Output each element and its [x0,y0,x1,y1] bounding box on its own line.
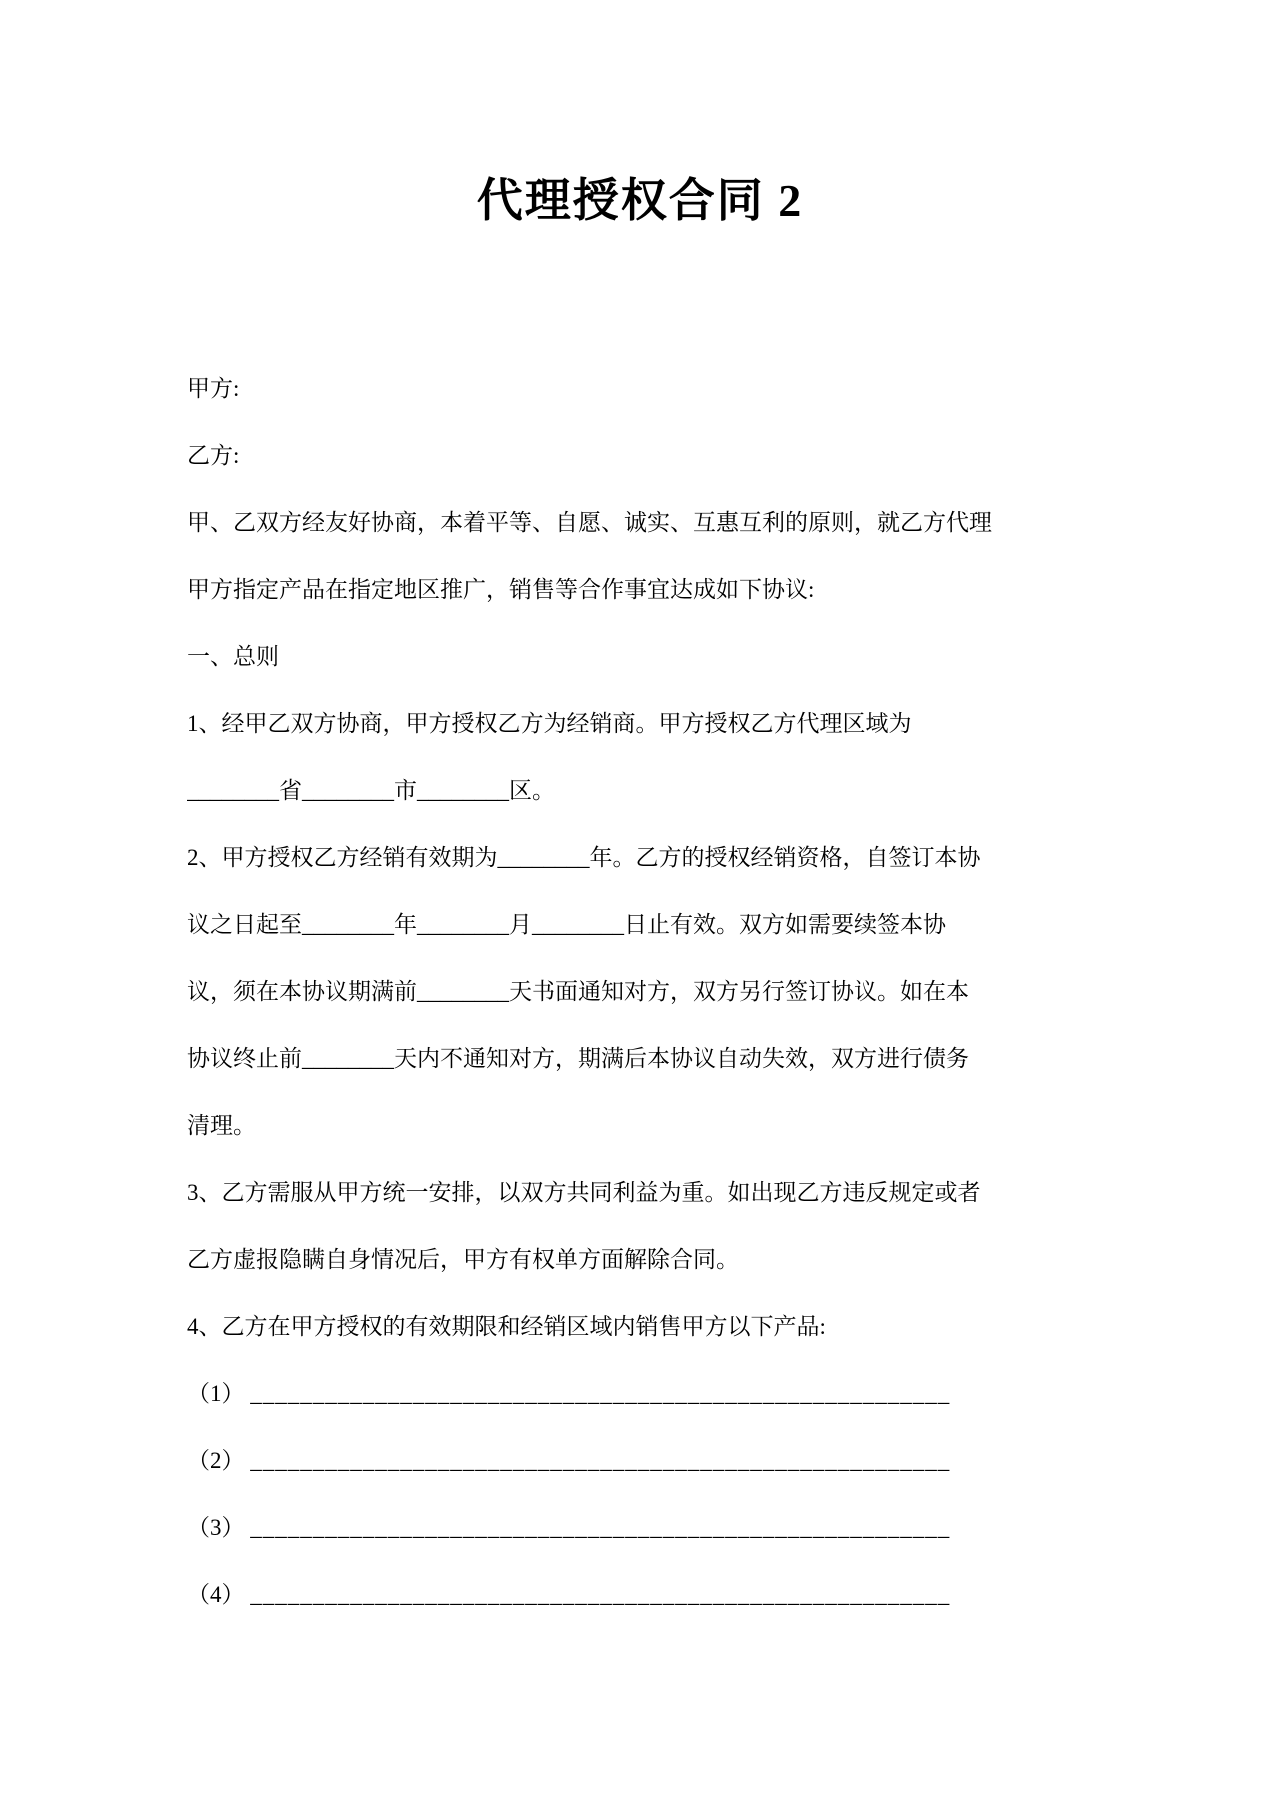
clause-3-line-2: 乙方虚报隐瞒自身情况后，甲方有权单方面解除合同。 [187,1247,739,1272]
product-item-label: （4） [187,1582,245,1607]
clause-1-line-1: 1、经甲乙双方协商，甲方授权乙方为经销商。甲方授权乙方代理区域为 [187,711,912,736]
clause-3-line-1: 3、乙方需服从甲方统一安排，以双方共同利益为重。如出现乙方违反规定或者 [187,1180,981,1205]
clause-2-line-1: 2、甲方授权乙方经销有效期为________年。乙方的授权经销资格，自签订本协 [187,845,981,870]
product-item-fill-in-blank: ________________________________________________________ [250,1381,951,1406]
product-item [187,1561,1160,1628]
document-title: 代理授权合同 2 [476,175,804,226]
product-item [187,1360,1160,1427]
party-b-line: 乙方: [187,443,240,468]
product-item-label: （3） [187,1515,245,1540]
product-item [187,1494,1160,1561]
preamble-line-2: 甲方指定产品在指定地区推广，销售等合作事宜达成如下协议: [187,577,815,602]
clause-4-line-1: 4、乙方在甲方授权的有效期限和经销区域内销售甲方以下产品: [187,1314,826,1339]
product-item-fill-in-blank: ________________________________________________________ [250,1515,951,1540]
product-item-fill-in-blank: ________________________________________________________ [250,1582,951,1607]
clause-2-line-5: 清理。 [187,1113,256,1138]
clause-1-line-2-region-blanks: ________省________市________区。 [187,778,555,803]
product-item [187,1427,1160,1494]
clause-2-line-4: 协议终止前________天内不通知对方，期满后本协议自动失效，双方进行债务 [187,1046,969,1071]
section-heading-general: 一、总则 [187,644,279,669]
preamble-line-1: 甲、乙双方经友好协商，本着平等、自愿、诚实、互惠互利的原则，就乙方代理 [187,510,992,535]
party-a-line: 甲方: [187,376,240,401]
clause-2-line-2: 议之日起至________年________月________日止有效。双方如需要续签本协 [187,912,946,937]
product-item-label: （2） [187,1448,245,1473]
clause-2-line-3: 议，须在本协议期满前________天书面通知对方，双方另行签订协议。如在本 [187,979,969,1004]
product-item-fill-in-blank: ________________________________________________________ [250,1448,951,1473]
document-body [187,355,1160,1628]
product-item-label: （1） [187,1381,245,1406]
